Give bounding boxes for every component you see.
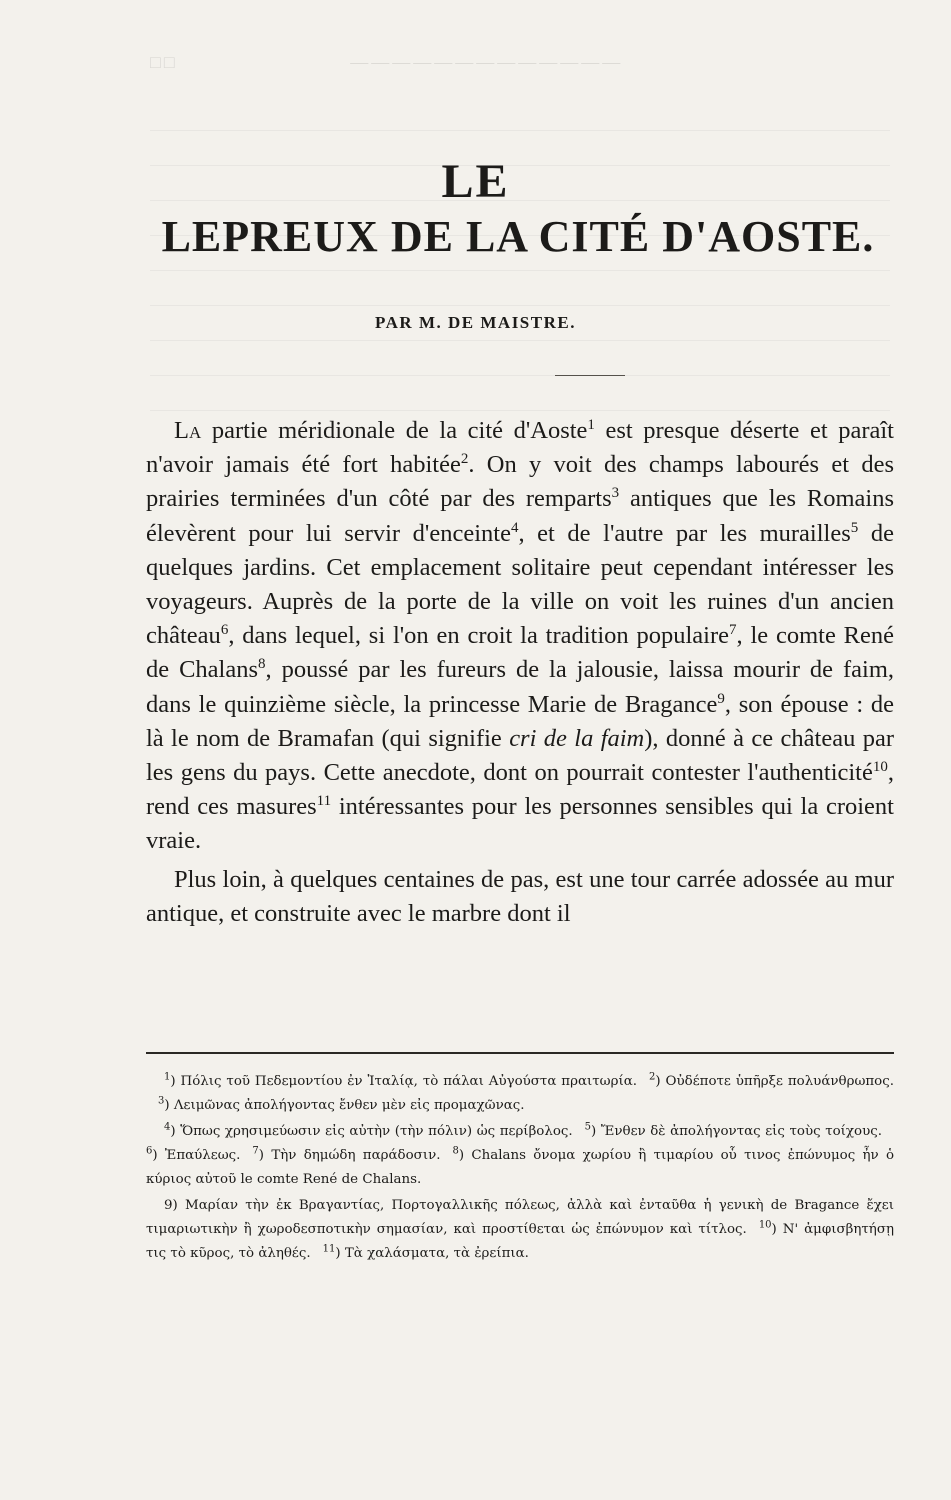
note-ref: 6 xyxy=(220,622,229,639)
footnote-marker: 3 xyxy=(158,1095,165,1107)
footnote-2: Οὐδέποτε ὑπῆρξε πολυάνθρωπος. xyxy=(665,1074,894,1089)
footnote-3: Λειμῶνας ἀπολήγοντας ἔνθεν μὲν εἰς προμαχῶνας. xyxy=(173,1098,525,1113)
footnote-marker: 5 xyxy=(584,1121,592,1133)
note-ref: 2 xyxy=(460,451,469,468)
footnote-marker: 6 xyxy=(146,1145,153,1157)
title-separator xyxy=(555,375,625,376)
italic-phrase: cri de la faim xyxy=(509,724,645,752)
note-ref: 4 xyxy=(510,519,519,536)
note-ref: 7 xyxy=(729,622,737,639)
footnote-group-2: $^4$) Ὅπως χρησιμεύωσιν εἰς αὐτὴν (τὴν πόλιν) ὡς περίβολος. $^5$) Ἔνθεν δὲ ἀπολήγοντας εἰς τοὺς τοίχους.$^6$) Ἐπαύλεως. $^7$) Τὴν δημώδη παράδοσιν. $^8$) Chalans ὄνομα χωρίου ἢ τιμαρίου οὗ τινος ἐπώνυμος ἦν ὁ κύριος αὐτοῦ le comte René de Chalans. xyxy=(146,1121,895,1187)
footnote-10: Ν' ἀμφισβητήσῃ τις τὸ κῦρος, τὸ ἀληθές. xyxy=(146,1222,894,1261)
title-line-2: LEPREUX DE LA CITÉ D'AOSTE. xyxy=(161,212,875,261)
paragraph-1: La partie méridionale de la cité d'Aoste$^1$ est presque déserte et paraît n'avoir jamais été fort habitée$^2$. On y voit des champs labourés et des prairies terminées d'un côté par des remparts$^3$ antiques que les Romains élevèrent pour lui servir d'enceinte$^4$, et de l'autre par les murailles$^5$ de quelques jardins. Cet emplacement solitaire peut cependant intéresser les voyageurs. Auprès de la porte de la ville on voit les ruines d'un ancien château$^6$, dans lequel, si l'on en croit la tradition populaire$^7$, le comte René de Chalans$^8$, poussé par les fureurs de la jalousie, laissa mourir de faim, dans le quinzième siècle, la princesse Marie de Bragance$^9$, son épouse : de là le nom de Bramafan (qui signifie cri de la faim), donné à ce château par les gens du pays. Cette anecdote, dont on pourrait contester l'authenticité$^{10}$, rend ces masures$^{11}$ intéressantes pour les personnes sensibles qui la croient vraie. xyxy=(146,416,895,855)
main-text xyxy=(146,414,894,931)
footnote-4: Ὅπως χρησιμεύωσιν εἰς αὐτὴν (τὴν πόλιν) ὡς περίβολος. xyxy=(180,1124,573,1139)
footnote-marker: 2 xyxy=(649,1071,656,1083)
footnote-9: Μαρίαν τὴν ἐκ Βραγαντίας, Πορτογαλλικῆς πόλεως, ἀλλὰ καὶ ἐνταῦθα ἡ γενικὴ de Bragance ἔχει τιμαριωτικὴν ἢ χωροδεσποτικὴν σημασίαν, καὶ προστίθεται ὡς ἐπώνυμον καὶ τίτλος. xyxy=(146,1198,894,1237)
footnote-marker: 1 xyxy=(164,1071,171,1083)
footnotes xyxy=(146,1070,894,1266)
footnote-marker: 9) xyxy=(164,1198,178,1213)
footnote-marker: 4 xyxy=(164,1121,171,1133)
lead-word: La xyxy=(174,417,202,444)
footnote-6: Ἐπαύλεως. xyxy=(164,1148,241,1163)
footnote-1: Πόλις τοῦ Πεδεμοντίου ἐν Ἰταλίᾳ, τὸ πάλαι Αὐγούστα πραιτωρία. xyxy=(180,1074,638,1089)
bleed-through-header: □□ ――――――――――――― xyxy=(150,52,624,72)
footnote-rule xyxy=(146,1052,894,1054)
note-ref: 5 xyxy=(850,519,859,536)
footnote-group-1: $^1$) Πόλις τοῦ Πεδεμοντίου ἐν Ἰταλίᾳ, τὸ πάλαι Αὐγούστα πραιτωρία. $^2$) Οὐδέποτε ὑπῆρξε πολυάνθρωπος.$^3$) Λειμῶνας ἀπολήγοντας ἔνθεν μὲν εἰς προμαχῶνας. xyxy=(158,1071,894,1113)
footnote-marker: 10 xyxy=(758,1219,772,1231)
footnote-marker: 11 xyxy=(322,1243,336,1255)
footnote-11: Τὰ χαλάσματα, τὰ ἐρείπια. xyxy=(344,1246,529,1261)
note-ref: 1 xyxy=(587,416,595,433)
footnote-marker: 8 xyxy=(452,1145,459,1157)
note-ref: 8 xyxy=(258,656,266,673)
footnote-5: Ἔνθεν δὲ ἀπολήγοντας εἰς τοὺς τοίχους. xyxy=(600,1124,883,1139)
byline: PAR M. DE MAISTRE. xyxy=(375,313,576,332)
note-ref: 3 xyxy=(611,485,620,502)
title-line-1: LE xyxy=(441,155,510,208)
note-ref: 9 xyxy=(717,690,725,707)
footnote-7: Τὴν δημώδη παράδοσιν. xyxy=(271,1148,441,1163)
footnote-8: Chalans ὄνομα χωρίου ἢ τιμαρίου οὗ τινος ἐπώνυμος ἦν ὁ κύριος αὐτοῦ le comte René de Chalans. xyxy=(146,1148,895,1187)
paragraph-2: Plus loin, à quelques centaines de pas, est une tour carrée adossée au mur antique, et construite avec le marbre dont il xyxy=(146,865,894,927)
note-ref: 10 xyxy=(872,758,888,775)
note-ref: 11 xyxy=(316,793,332,810)
footnote-group-3: 9) Μαρίαν τὴν ἐκ Βραγαντίας, Πορτογαλλικῆς πόλεως, ἀλλὰ καὶ ἐνταῦθα ἡ γενικὴ de Bragance ἔχει τιμαριωτικὴν ἢ χωροδεσποτικὴν σημασίαν, καὶ προστίθεται ὡς ἐπώνυμον καὶ τίτλος. $^{10}$) Ν' ἀμφισβητήσῃ τις τὸ κῦρος, τὸ ἀληθές. $^{11}$) Τὰ χαλάσματα, τὰ ἐρείπια. xyxy=(146,1198,894,1261)
footnote-marker: 7 xyxy=(252,1145,259,1157)
